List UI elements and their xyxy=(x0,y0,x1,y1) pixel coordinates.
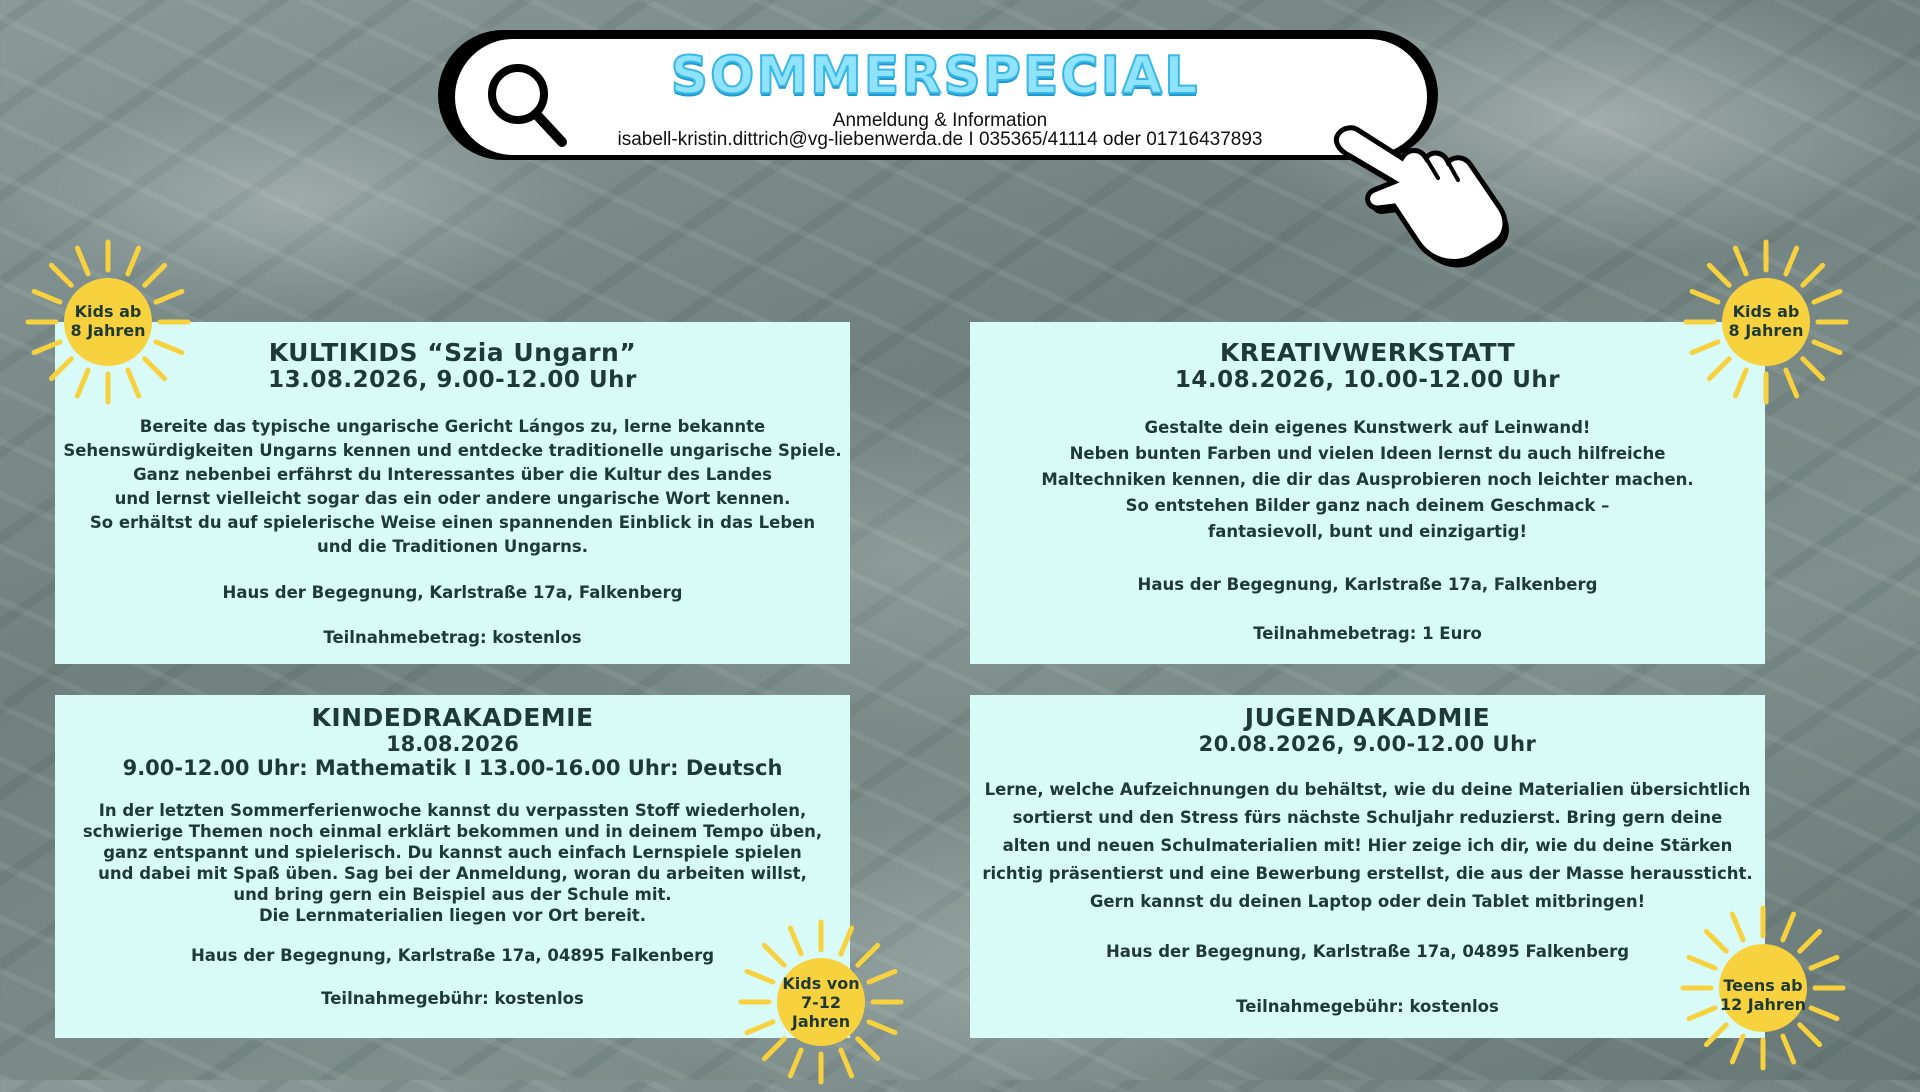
sun-ray xyxy=(145,359,165,379)
sun-ray xyxy=(1706,1025,1726,1045)
description-line: und die Traditionen Ungarns. xyxy=(316,537,588,556)
sun-ray xyxy=(128,248,139,274)
age-badge-line: Jahren xyxy=(791,1012,851,1031)
sun-ray xyxy=(1689,957,1715,968)
sun-ray xyxy=(1803,359,1823,379)
event-location: Haus der Begegnung, Karlstraße 17a, Falkenberg xyxy=(222,583,683,602)
description-line: Ganz nebenbei erfährst du Interessantes über die Kultur des Landes xyxy=(133,465,772,484)
age-badge-line: Kids ab xyxy=(74,302,142,321)
description-line: Lerne, welche Aufzeichnungen du behältst, wie du deine Materialien übersichtlich xyxy=(984,780,1751,799)
sun-ray xyxy=(51,359,71,379)
description-line: Gestalte dein eigenes Kunstwerk auf Leinwand! xyxy=(1144,418,1591,437)
age-badge-jugendakademie xyxy=(1673,898,1853,1078)
sun-ray xyxy=(156,342,182,353)
event-title: KULTIKIDS “Szia Ungarn” xyxy=(268,338,637,367)
registration-subtitle: Anmeldung & Information xyxy=(832,110,1048,131)
sun-ray xyxy=(77,370,88,396)
sun-ray xyxy=(858,945,878,965)
age-badge-line: 7-12 xyxy=(800,993,842,1012)
description-line: fantasievoll, bunt und einzigartig! xyxy=(1208,522,1527,541)
event-description xyxy=(970,415,1765,545)
sun-ray xyxy=(764,945,784,965)
description-line: alten und neuen Schulmaterialien mit! Hier zeige ich dir, wie du deine Stärken xyxy=(1002,836,1733,855)
sun-ray xyxy=(1814,342,1840,353)
event-location: Haus der Begegnung, Karlstraße 17a, Falkenberg xyxy=(1137,575,1598,594)
age-badge-line: 8 Jahren xyxy=(70,321,146,340)
age-badge-line: 8 Jahren xyxy=(1728,321,1804,340)
sun-ray xyxy=(1800,931,1820,951)
event-title: JUGENDAKADMIE xyxy=(1244,703,1491,732)
event-date: 20.08.2026, 9.00-12.00 Uhr xyxy=(1198,732,1537,756)
age-badge-line: Kids von xyxy=(782,974,860,993)
age-badge-line: Teens ab xyxy=(1723,976,1803,995)
sun-ray xyxy=(1800,1025,1820,1045)
sun-ray xyxy=(1803,265,1823,285)
sun-ray xyxy=(1732,1036,1743,1062)
sun-ray xyxy=(145,265,165,285)
sun-ray xyxy=(1814,291,1840,302)
sun-ray xyxy=(1783,1036,1794,1062)
description-line: Gern kannst du deinen Laptop oder dein Tablet mitbringen! xyxy=(1089,892,1646,911)
age-badge-line: 12 Jahren xyxy=(1719,995,1807,1014)
sun-ray xyxy=(128,370,139,396)
sun-ray xyxy=(1709,359,1729,379)
description-line: schwierige Themen noch einmal erklärt bekommen und in deinem Tempo üben, xyxy=(82,822,823,841)
age-badge-kreativwerkstatt xyxy=(1676,232,1856,412)
event-date: 14.08.2026, 10.00-12.00 Uhr xyxy=(1174,367,1561,393)
event-fee: Teilnahmebetrag: kostenlos xyxy=(323,628,582,647)
sun-ray xyxy=(1786,248,1797,274)
description-line: ganz entspannt und spielerisch. Du kannst auch einfach Lernspiele spielen xyxy=(103,843,802,862)
age-badge-line: Kids ab xyxy=(1732,302,1800,321)
sun-ray xyxy=(1735,248,1746,274)
sun-ray xyxy=(156,291,182,302)
description-line: Die Lernmaterialien liegen vor Ort bereit. xyxy=(258,906,647,925)
sun-ray xyxy=(841,928,852,954)
age-badge-kultikids xyxy=(18,232,198,412)
description-line: und bring gern ein Beispiel aus der Schule mit. xyxy=(233,885,672,904)
event-location: Haus der Begegnung, Karlstraße 17a, 04895 Falkenberg xyxy=(190,946,715,965)
description-line: In der letzten Sommerferienwoche kannst du verpassten Stoff wiederholen, xyxy=(98,801,807,820)
event-description xyxy=(55,800,850,926)
event-fee: Teilnahmegebühr: kostenlos xyxy=(321,989,584,1008)
description-line: Neben bunten Farben und vielen Ideen lernst du auch hilfreiche xyxy=(1069,444,1666,463)
sun-ray xyxy=(1709,265,1729,285)
age-badge-kinderakademie xyxy=(731,912,911,1092)
sun-ray xyxy=(34,342,60,353)
search-icon xyxy=(482,60,572,150)
description-line: und lernst vielleicht sogar das ein oder andere ungarische Wort kennen. xyxy=(114,489,791,508)
sun-ray xyxy=(841,1050,852,1076)
event-times: 9.00-12.00 Uhr: Mathematik I 13.00-16.00 Uhr: Deutsch xyxy=(122,756,783,780)
description-line: So erhältst du auf spielerische Weise einen spannenden Einblick in das Leben xyxy=(89,513,816,532)
sun-ray xyxy=(1783,914,1794,940)
contact-line: isabell-kristin.dittrich@vg-liebenwerda.de I 035365/41114 oder 01716437893 xyxy=(617,129,1263,150)
description-line: Bereite das typische ungarische Gericht Lángos zu, lerne bekannte xyxy=(139,417,766,436)
sun-ray xyxy=(1811,957,1837,968)
pointing-hand-icon xyxy=(1330,120,1510,270)
event-description xyxy=(55,415,850,559)
sun-ray xyxy=(34,291,60,302)
description-line: sortierst und den Stress fürs nächste Schuljahr reduzierst. Bring gern deine xyxy=(1012,808,1723,827)
sun-ray xyxy=(1735,370,1746,396)
sun-ray xyxy=(1706,931,1726,951)
sun-ray xyxy=(858,1039,878,1059)
event-fee: Teilnahmebetrag: 1 Euro xyxy=(1253,624,1482,643)
description-line: Maltechniken kennen, die dir das Ausprobieren noch leichter machen. xyxy=(1041,470,1694,489)
event-title: KINDEDRAKADEMIE xyxy=(311,703,594,732)
sun-ray xyxy=(1692,291,1718,302)
event-card-kreativwerkstatt xyxy=(970,322,1765,664)
description-line: richtig präsentierst und eine Bewerbung erstellst, die aus der Masse heraussticht. xyxy=(982,864,1753,883)
description-line: und dabei mit Spaß üben. Sag bei der Anmeldung, woran du arbeiten willst, xyxy=(98,864,807,883)
description-line: Sehenswürdigkeiten Ungarns kennen und entdecke traditionelle ungarische Spiele. xyxy=(63,441,842,460)
sun-ray xyxy=(77,248,88,274)
event-date: 18.08.2026 xyxy=(386,732,519,756)
description-line: So entstehen Bilder ganz nach deinem Geschmack – xyxy=(1125,496,1610,515)
page-title: SOMMERSPECIAL xyxy=(670,46,1200,106)
event-location: Haus der Begegnung, Karlstraße 17a, 04895 Falkenberg xyxy=(1105,942,1630,961)
sun-ray xyxy=(51,265,71,285)
sun-ray xyxy=(790,928,801,954)
event-card-jugendakademie xyxy=(970,695,1765,1038)
event-fee: Teilnahmegebühr: kostenlos xyxy=(1236,997,1499,1016)
sun-ray xyxy=(790,1050,801,1076)
sun-ray xyxy=(764,1039,784,1059)
event-title: KREATIVWERKSTATT xyxy=(1219,338,1516,367)
event-description xyxy=(970,776,1765,916)
sun-ray xyxy=(1692,342,1718,353)
event-date: 13.08.2026, 9.00-12.00 Uhr xyxy=(268,367,637,393)
sun-ray xyxy=(1786,370,1797,396)
sun-ray xyxy=(1732,914,1743,940)
